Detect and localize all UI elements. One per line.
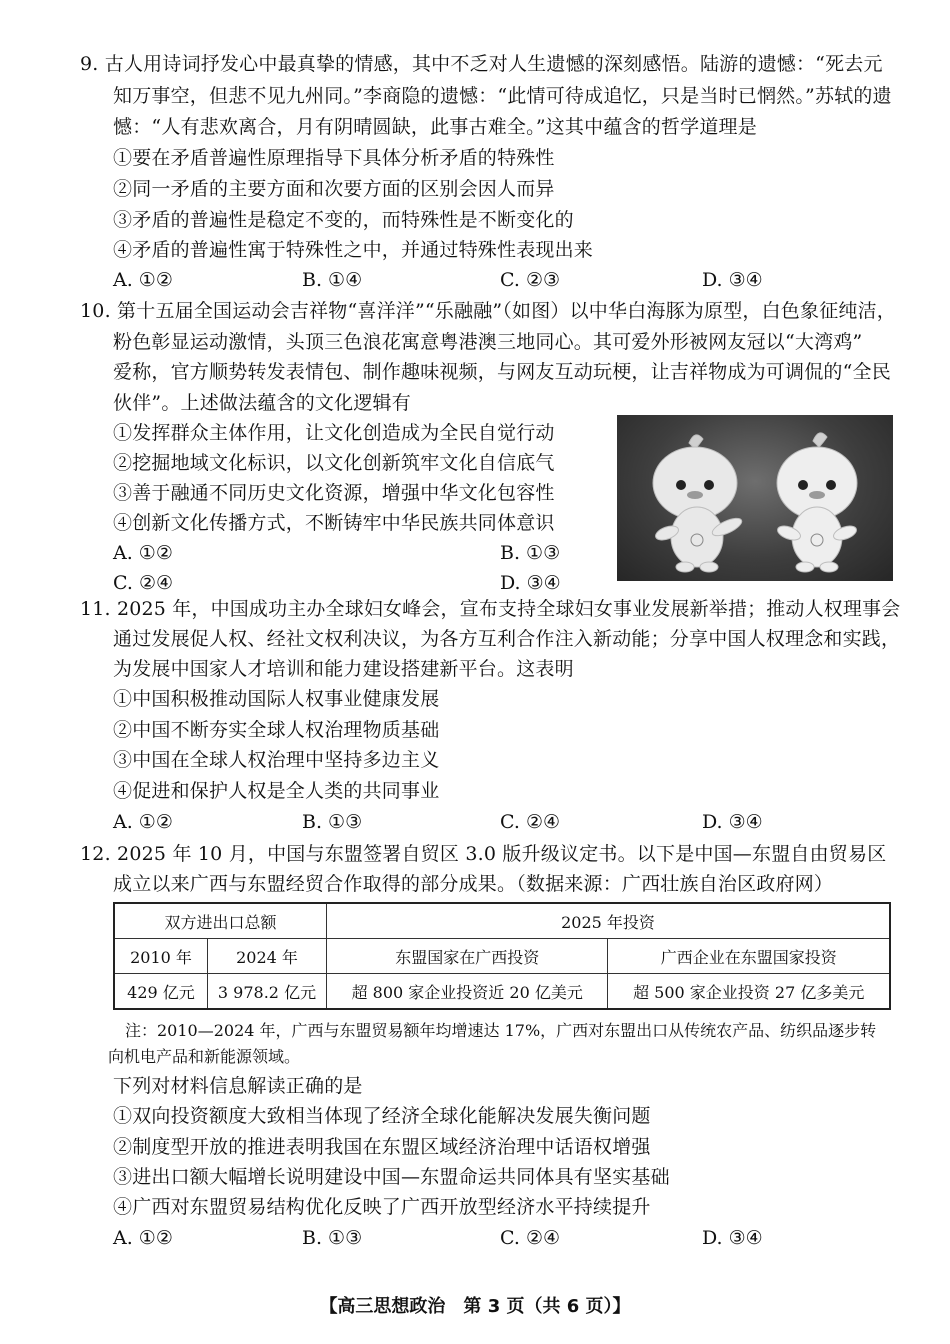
q11-item-4: ④促进和保护人权是全人类的共同事业 xyxy=(113,780,440,802)
q12-option-c[interactable]: C. ②④ xyxy=(500,1227,561,1249)
q9-item-3: ③矛盾的普遍性是稳定不变的，而特殊性是不断变化的 xyxy=(113,209,574,231)
q9-item-1: ①要在矛盾普遍性原理指导下具体分析矛盾的特殊性 xyxy=(113,147,555,169)
q9-line-3: 憾：“人有悲欢离合，月有阴晴圆缺，此事古难全。”这其中蕴含的哲学道理是 xyxy=(113,116,757,138)
q10-line-3: 爱称，官方顺势转发表情包、制作趣味视频，与网友互动玩梗，让吉祥物成为可调侃的“全民 xyxy=(113,361,891,383)
q10-option-d[interactable]: D. ③④ xyxy=(500,572,561,594)
q10-item-2: ②挖掘地域文化标识，以文化创新筑牢文化自信底气 xyxy=(113,452,555,474)
q11-option-d[interactable]: D. ③④ xyxy=(702,811,763,833)
q12-stem: 下列对材料信息解读正确的是 xyxy=(113,1075,363,1097)
mascot-right xyxy=(776,433,859,572)
q10-line-2: 粉色彰显运动激情，头顶三色浪花寓意粤港澳三地同心。其可爱外形被网友冠以“大湾鸡” xyxy=(113,331,863,353)
q11-option-c[interactable]: C. ②④ xyxy=(500,811,561,833)
table-cell-2024-value: 3 978.2 亿元 xyxy=(208,974,327,1010)
q10-option-a[interactable]: A. ①② xyxy=(113,542,173,564)
q12-item-3: ③进出口额大幅增长说明建设中国—东盟命运共同体具有坚实基础 xyxy=(113,1166,670,1188)
q12-item-1: ①双向投资额度大致相当体现了经济全球化能解决发展失衡问题 xyxy=(113,1105,651,1127)
q11-line-1: 11. 2025 年，中国成功主办全球妇女峰会，宣布支持全球妇女事业发展新举措；推动人权理事会 xyxy=(80,598,901,620)
q11-item-3: ③中国在全球人权治理中坚持多边主义 xyxy=(113,749,440,771)
q10-line-4: 伙伴”。上述做法蕴含的文化逻辑有 xyxy=(113,392,411,414)
page-footer: 【高三思想政治 第 3 页（共 6 页）】 xyxy=(319,1296,631,1317)
q9-item-2: ②同一矛盾的主要方面和次要方面的区别会因人而异 xyxy=(113,178,555,200)
q11-option-a[interactable]: A. ①② xyxy=(113,811,173,833)
table-subheader-asean-in-guangxi: 东盟国家在广西投资 xyxy=(327,939,608,974)
q9-option-a[interactable]: A. ①② xyxy=(113,269,173,291)
table-subheader-2010: 2010 年 xyxy=(114,939,208,974)
table-cell-2010-value: 429 亿元 xyxy=(114,974,208,1010)
q9-option-c[interactable]: C. ②③ xyxy=(500,269,561,291)
table-cell-asean-investment: 超 800 家企业投资近 20 亿美元 xyxy=(327,974,608,1010)
q9-line-2: 知万事空，但悲不见九州同。”李商隐的遗憾：“此情可待成追忆，只是当时已惘然。”苏轼的遗 xyxy=(113,85,892,107)
q10-item-4: ④创新文化传播方式，不断铸牢中华民族共同体意识 xyxy=(113,512,555,534)
q12-item-2: ②制度型开放的推进表明我国在东盟区域经济治理中话语权增强 xyxy=(113,1136,651,1158)
q12-option-d[interactable]: D. ③④ xyxy=(702,1227,763,1249)
q12-option-a[interactable]: A. ①② xyxy=(113,1227,173,1249)
table-subheader-guangxi-in-asean: 广西企业在东盟国家投资 xyxy=(608,939,890,974)
table-cell-guangxi-investment: 超 500 家企业投资 27 亿多美元 xyxy=(608,974,890,1010)
q11-line-2: 通过发展促人权、经社文权利决议，为各方互利合作注入新动能；分享中国人权理念和实践， xyxy=(113,628,901,650)
q9-option-d[interactable]: D. ③④ xyxy=(702,269,763,291)
q11-item-1: ①中国积极推动国际人权事业健康发展 xyxy=(113,688,440,710)
q9-line-1: 9. 古人用诗词抒发心中最真挚的情感，其中不乏对人生遗憾的深刻感悟。陆游的遗憾：“死去元 xyxy=(80,53,883,75)
trade-table xyxy=(113,902,891,1010)
q10-line-1: 10. 第十五届全国运动会吉祥物“喜洋洋”“乐融融”（如图）以中华白海豚为原型，白色象征纯洁， xyxy=(80,300,897,322)
q11-option-b[interactable]: B. ①③ xyxy=(302,811,363,833)
q12-note-line-1: 注：2010—2024 年，广西与东盟贸易额年均增速达 17%，广西对东盟出口从传统农产品、纺织品逐步转 xyxy=(125,1021,877,1040)
q10-option-c[interactable]: C. ②④ xyxy=(113,572,174,594)
mascot-left xyxy=(653,435,744,572)
q10-option-b[interactable]: B. ①③ xyxy=(500,542,561,564)
q10-item-3: ③善于融通不同历史文化资源，增强中华文化包容性 xyxy=(113,482,555,504)
q9-option-b[interactable]: B. ①④ xyxy=(302,269,363,291)
q12-line-1: 12. 2025 年 10 月，中国与东盟签署自贸区 3.0 版升级议定书。以下是中国—东盟自由贸易区 xyxy=(80,843,887,865)
table-header-trade: 双方进出口总额 xyxy=(114,903,327,939)
q12-option-b[interactable]: B. ①③ xyxy=(302,1227,363,1249)
q12-item-4: ④广西对东盟贸易结构优化反映了广西开放型经济水平持续提升 xyxy=(113,1196,651,1218)
mascot-illustration xyxy=(617,415,893,581)
q10-item-1: ①发挥群众主体作用，让文化创造成为全民自觉行动 xyxy=(113,422,555,444)
q9-item-4: ④矛盾的普遍性寓于特殊性之中，并通过特殊性表现出来 xyxy=(113,239,594,261)
q11-line-3: 为发展中国家人才培训和能力建设搭建新平台。这表明 xyxy=(113,658,574,680)
table-subheader-2024: 2024 年 xyxy=(208,939,327,974)
q12-line-2: 成立以来广西与东盟经贸合作取得的部分成果。（数据来源：广西壮族自治区政府网） xyxy=(113,873,834,895)
q11-item-2: ②中国不断夯实全球人权治理物质基础 xyxy=(113,719,440,741)
mascot-photo xyxy=(617,415,893,581)
table-header-investment: 2025 年投资 xyxy=(327,903,891,939)
q12-note-line-2: 向机电产品和新能源领域。 xyxy=(108,1047,301,1066)
